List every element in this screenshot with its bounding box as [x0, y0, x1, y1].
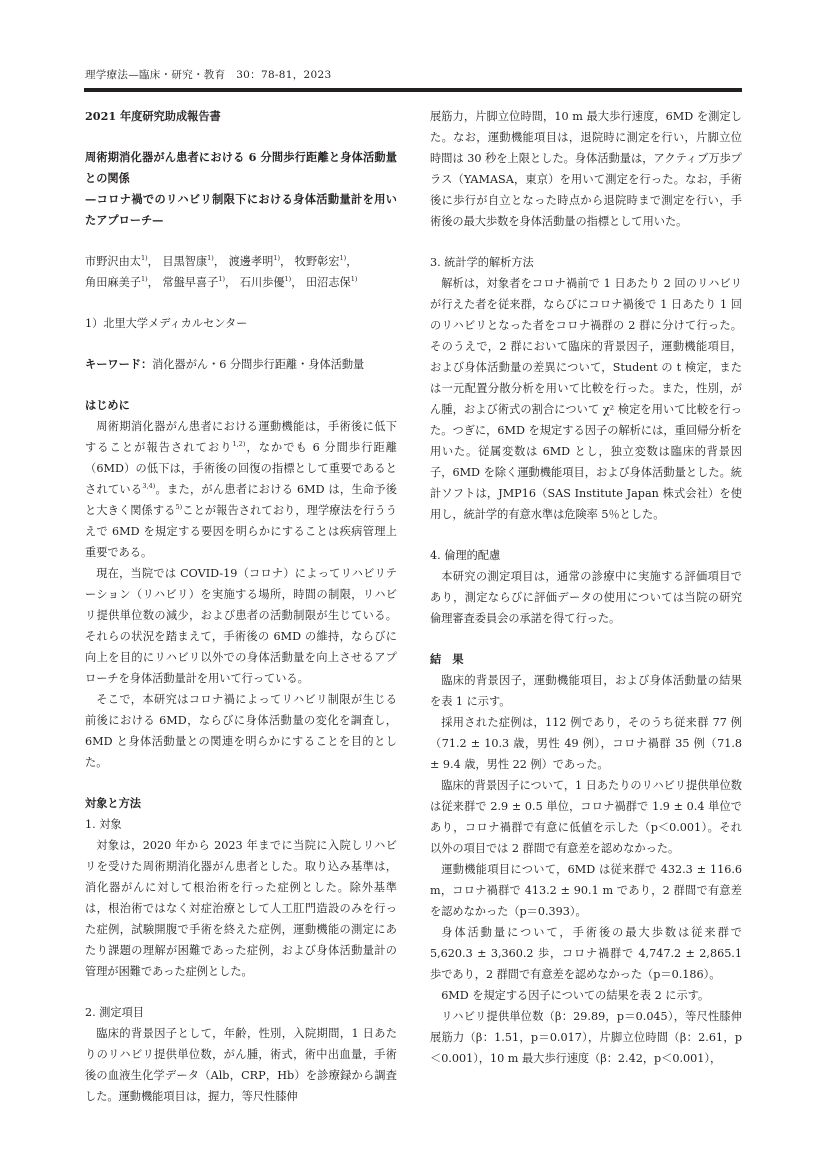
author-name: 市野沢由太	[85, 255, 141, 268]
intro-paragraph-1	[85, 416, 397, 563]
author-name: 石川歩優	[239, 276, 285, 289]
results-paragraph-5: 身体活動量について，手術後の最大歩数は従来群で 5,620.3 ± 3,360.2 歩，コロナ禍群で 4,747.2 ± 2,865.1 歩であり，2 群間で有意差を認めなかった（p＝0.186）。	[430, 926, 742, 981]
author-affiliation-mark: 1)	[350, 275, 358, 283]
author-name: 渡邊孝明	[228, 255, 274, 268]
author-name: 田沼志保	[305, 276, 351, 289]
section-heading-methods: 対象と方法	[85, 796, 141, 810]
text-run: ことが報告されており，理学療法を行ううえで 6MD を規定する要因を明らかにすることは疾病管理上重要である。	[85, 504, 397, 559]
ethics-paragraph: 本研究の測定項目は，通常の診療中に実施する評価項目であり，測定ならびに評価データの使用については当院の研究倫理審査委員会の承諾を得て行った。	[430, 570, 742, 625]
author-list: 市野沢由太$^{1)}$， 目黒智康$^{1)}$， 渡邊孝明$^{1)}$， 牧野彰宏$^{1)}$， 角田麻美子$^{1)}$， 常盤早喜子$^{1)}$， 石川歩優$^{1)}$， 田沼志保$^{1)}$	[85, 254, 358, 289]
author-affiliation-mark: 1)	[207, 254, 214, 262]
results-paragraph-7: リハビリ提供単位数（β：29.89，p＝0.045），等尺性膝伸展筋力（β：1.51，p＝0.017），片脚立位時間（β：2.61，p＜0.001），10 m 最大歩行速度（β：2.42，p＜0.001），	[430, 1010, 742, 1065]
results-paragraph-3: 臨床的背景因子について，1 日あたりのリハビリ提供単位数は従来群で 2.9 ± 0.5 単位，コロナ禍群で 1.9 ± 0.4 単位であり，コロナ禍群で有意に低値を示した（p＜0.001）。それ以外の項目では 2 群間で有意差を認めなかった。	[430, 779, 742, 855]
author-affiliation-mark: 1)	[339, 254, 347, 262]
report-label: 2021 年度研究助成報告書	[85, 109, 221, 123]
running-head: 理学療法—臨床・研究・教育 30：78-81，2023	[85, 69, 332, 81]
subsection-heading-statistics: 3. 統計学的解析方法	[430, 256, 534, 269]
title-subtitle: —コロナ禍でのリハビリ制限下における身体活動量計を用いたアプローチ—	[85, 192, 397, 227]
subjects-paragraph: 対象は，2020 年から 2023 年までに当院に入院しリハビリを受けた周術期消化器がん患者とした。取り込み基準は，消化器がんに対して根治術を行った症例とした。除外基準は，根治術ではなく対症治療として人工肛門造設のみを行った症例，試験開腹で手術を終えた症例，運動機能の測定にあたり課題の理解が困難であった症例，および身体活動量計の管理が困難であった症例とした。	[85, 839, 397, 978]
author-affiliation-mark: 1)	[284, 275, 292, 283]
intro-paragraph-3: そこで，本研究はコロナ禍によってリハビリ制限が生じる前後における 6MD，ならびに身体活動量の変化を調査し，6MD と身体活動量との関連を明らかにすることを目的とした。	[85, 693, 397, 769]
keywords-label: キーワード：	[85, 357, 153, 371]
author-name: 角田麻美子	[85, 276, 141, 289]
results-paragraph-6: 6MD を規定する因子についての結果を表 2 に示す。	[441, 989, 710, 1002]
text-run: 。また，がん患者における 6MD は，生命予後と大きく関係する	[85, 483, 397, 517]
title-main: 周術期消化器がん患者における 6 分間歩行距離と身体活動量との関係	[85, 150, 397, 185]
section-heading-intro: はじめに	[85, 398, 130, 412]
results-paragraph-1: 臨床的背景因子，運動機能項目，および身体活動量の結果を表 1 に示す。	[430, 674, 742, 708]
right-column	[430, 106, 742, 1069]
results-paragraph-4: 運動機能項目について，6MD は従来群で 432.3 ± 116.6 m，コロナ禍群で 413.2 ± 90.1 m であり，2 群間で有意差を認めなかった（p＝0.393）。	[430, 863, 742, 918]
article-title	[85, 147, 397, 231]
affiliation: 1）北里大学メディカルセンター	[85, 317, 248, 330]
author-affiliation-mark: 1)	[273, 254, 280, 262]
intro-paragraph-2: 現在，当院では COVID-19（コロナ）によってリハビリテーション（リハビリ）を実施する場所，時間の制限，リハビリ提供単位数の減少，および患者の活動制限が生じている。それらの状況を踏まえて，手術後の 6MD の維持，ならびに向上を目的にリハビリ以外での身体活動量を向上させるアプローチを身体活動量計を用いて行っている。	[85, 567, 397, 685]
keywords	[85, 354, 397, 375]
author-affiliation-mark: 1)	[218, 275, 225, 283]
author-affiliation-mark: 1)	[140, 275, 148, 283]
author-name: 目黒智康	[162, 255, 208, 268]
author-name: 常盤早喜子	[162, 276, 219, 289]
subsection-heading-ethics: 4. 倫理的配慮	[430, 549, 501, 562]
left-column	[85, 106, 397, 1107]
text-run: ，なかでも 6 分間歩行距離（6MD）の低下は，手術後の回復の指標として重要であるとされている	[85, 441, 397, 496]
text-run: 周術期消化器がん患者における運動機能は，手術後に低下することが報告されており	[85, 420, 397, 454]
results-paragraph-2: 採用された症例は，112 例であり，そのうち従来群 77 例（71.2 ± 10.3 歳，男性 49 例），コロナ禍群 35 例（71.8 ± 9.4 歳，男性 22 例）であった。	[430, 716, 742, 771]
subsection-heading-measures: 2. 測定項目	[85, 1006, 144, 1019]
author-affiliation-mark: 1)	[140, 254, 148, 262]
citation-mark: 1,2)	[232, 440, 246, 448]
author-name: 牧野彰宏	[294, 255, 340, 268]
statistics-paragraph: 解析は，対象者をコロナ禍前で 1 日あたり 2 回のリハビリが行えた者を従来群，ならびにコロナ禍後で 1 日あたり 1 回のリハビリとなった者をコロナ禍群の 2 群に分けて行った。そのうえで，2 群において臨床的背景因子，運動機能項目，および身体活動量の差異について，Student の t 検定，または一元配置分散分析を用いて比較を行った。また，性別，がん腫，および術式の割合について χ² 検定を用いて比較を行った。つぎに，6MD を規定する因子の解析には，重回帰分析を用いた。従属変数は 6MD とし，独立変数は臨床的背景因子，6MD を除く運動機能項目，および身体活動量とした。統計ソフトは，JMP16（SAS Institute Japan 株式会社）を使用し，統計学的有意水準は危険率 5％とした。	[430, 277, 742, 521]
citation-mark: 5)	[175, 503, 183, 511]
subsection-heading-subjects: 1. 対象	[85, 818, 122, 831]
measures-paragraph-part1: 臨床的背景因子として，年齢，性別，入院期間，1 日あたりのリハビリ提供単位数，がん腫，術式，術中出血量，手術後の血液生化学データ（Alb，CRP，Hb）を診療録から調査した。運動機能項目は，握力，等尺性膝伸	[85, 1027, 397, 1103]
header-rule	[84, 88, 742, 92]
keywords-text: 消化器がん・6 分間歩行距離・身体活動量	[152, 358, 365, 371]
section-heading-results: 結 果	[430, 652, 464, 666]
measures-paragraph-part2: 展筋力，片脚立位時間，10 m 最大歩行速度，6MD を測定した。なお，運動機能項目は，退院時に測定を行い，片脚立位時間は 30 秒を上限とした。身体活動量は，アクティブ万歩プラス（YAMASA，東京）を用いて測定を行った。なお，手術後に歩行が自立となった時点から退院時まで測定を行い，手術後の最大歩数を身体活動量の指標として用いた。	[430, 110, 742, 228]
citation-mark: 3,4)	[142, 482, 156, 490]
